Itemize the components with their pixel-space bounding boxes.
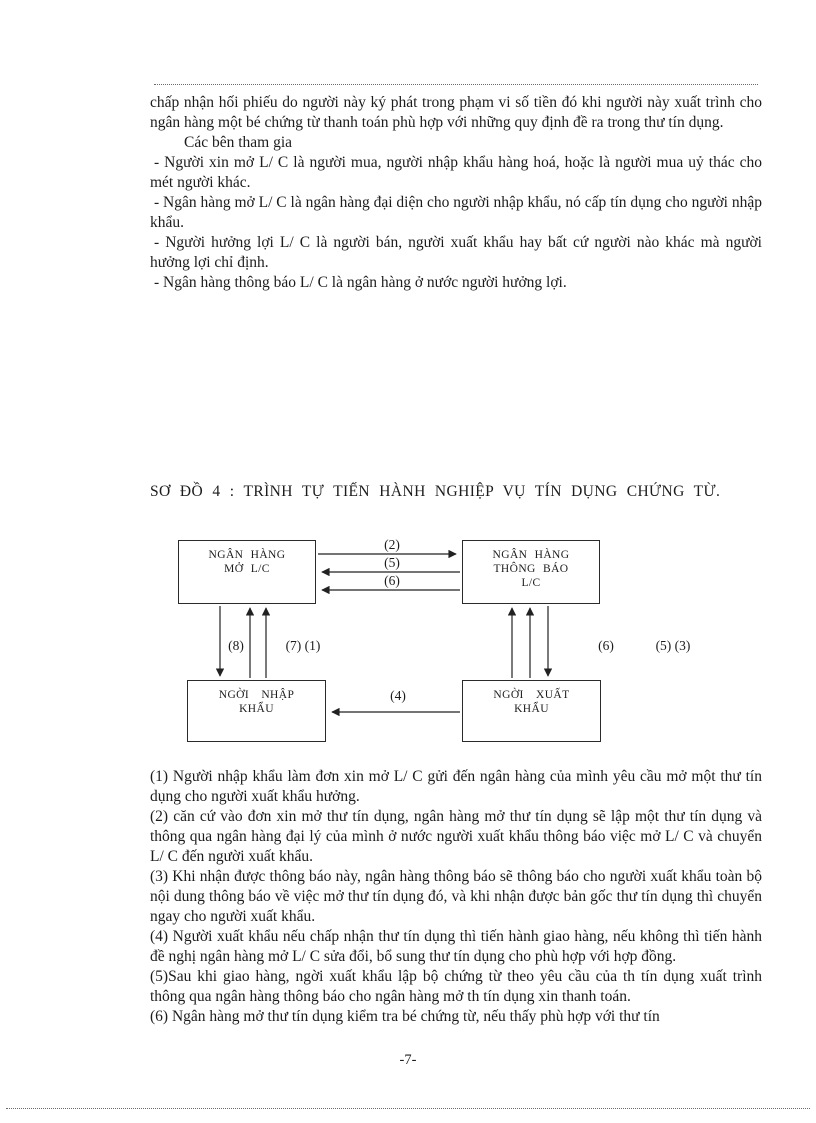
lc-flow-diagram (150, 537, 762, 745)
arrow-label-6: (6) (384, 573, 400, 588)
box-line: L/C (521, 577, 541, 589)
box-line: NGÂN HÀNG (208, 549, 286, 561)
arrow-label-7-1: (7) (1) (285, 638, 321, 653)
importer-box (187, 680, 326, 742)
step-item: (1) Người nhập khẩu làm đơn xin mở L/ C gửi đến ngân hàng của mình yêu cầu mở một thư tín dụng cho người xuất khẩu hưởng. (150, 768, 762, 805)
participants-heading: Các bên tham gia (184, 134, 293, 151)
participant-item: - Người hưởng lợi L/ C là người bán, người xuất khẩu hay bất cứ người nào khác mà người hưởng lợi chỉ định. (150, 234, 762, 271)
page-number: -7- (399, 1052, 417, 1068)
participant-item: - Ngân hàng mở L/ C là ngân hàng đại diện cho người nhập khẩu, nó cấp tín dụng cho người nhập khẩu. (150, 194, 762, 231)
intro-paragraph: chấp nhận hối phiếu do người này ký phát trong phạm vi số tiền đó khi người này xuất trình cho ngân hàng một bé chứng từ thanh toán phù hợp với những quy định đề ra trong thư tín dụng. (150, 94, 762, 131)
arrow-label-5-3: (5) (3) (655, 638, 691, 653)
step-item: (6) Ngân hàng mở thư tín dụng kiểm tra bé chứng từ, nếu thấy phù hợp với thư tín (150, 1008, 660, 1025)
intro-section (150, 93, 762, 293)
box-line: NGỜI XUẤT (493, 689, 570, 701)
header-divider (154, 84, 758, 85)
arrow-label-6b: (6) (598, 638, 614, 653)
advising-bank-box (462, 540, 600, 604)
box-line: NGỜI NHẬP (218, 689, 295, 701)
box-line: KHẨU (239, 703, 274, 715)
box-line: MỞ L/C (224, 563, 270, 575)
step-item: (3) Khi nhận được thông báo này, ngân hàng thông báo sẽ thông báo cho người xuất khẩu toàn bộ nội dung thông báo về việc mở thư tín dụng đó, và khi nhận được bản gốc thư tín dụng thì chuyển ngay cho người xuất khẩu. (150, 868, 762, 925)
arrow-label-5: (5) (384, 555, 400, 570)
box-line: THÔNG BÁO (493, 563, 569, 575)
participant-item: - Người xin mở L/ C là người mua, người nhập khẩu hàng hoá, hoặc là người mua uỷ thác cho mét người khác. (150, 154, 762, 191)
diagram-title: SƠ ĐỒ 4 : TRÌNH TỰ TIẾN HÀNH NGHIỆP VỤ TÍN DỤNG CHỨNG TỪ. (150, 483, 721, 500)
step-item: (5)Sau khi giao hàng, ngời xuất khẩu lập bộ chứng từ theo yêu cầu của th tín dụng xuất trình thông qua ngân hàng thông báo cho ngân hàng mở th tín dụng xin thanh toán. (150, 968, 762, 1005)
steps-section (150, 767, 762, 1027)
arrow-label-4: (4) (390, 688, 406, 703)
participant-item: - Ngân hàng thông báo L/ C là ngân hàng ở nước người hưởng lợi. (154, 274, 567, 291)
box-line: KHẨU (514, 703, 549, 715)
step-item: (2) căn cứ vào đơn xin mở thư tín dụng, ngân hàng mở thư tín dụng sẽ lập một thư tín dụng và thông qua ngân hàng đại lý của mình ở nước người xuất khẩu thông báo việc mở L/ C và chuyển L/ C đến người xuất khẩu. (150, 808, 762, 865)
arrow-label-2: (2) (384, 537, 400, 552)
exporter-box (462, 680, 601, 742)
arrow-label-8: (8) (228, 638, 244, 653)
footer-divider (6, 1108, 810, 1109)
step-item: (4) Người xuất khẩu nếu chấp nhận thư tín dụng thì tiến hành giao hàng, nếu không thì tiến hành đề nghị ngân hàng mở L/ C sửa đổi, bổ sung thư tín dụng cho phù hợp với hợp đồng. (150, 928, 762, 965)
box-line: NGÂN HÀNG (492, 549, 570, 561)
issuing-bank-box (178, 540, 316, 604)
